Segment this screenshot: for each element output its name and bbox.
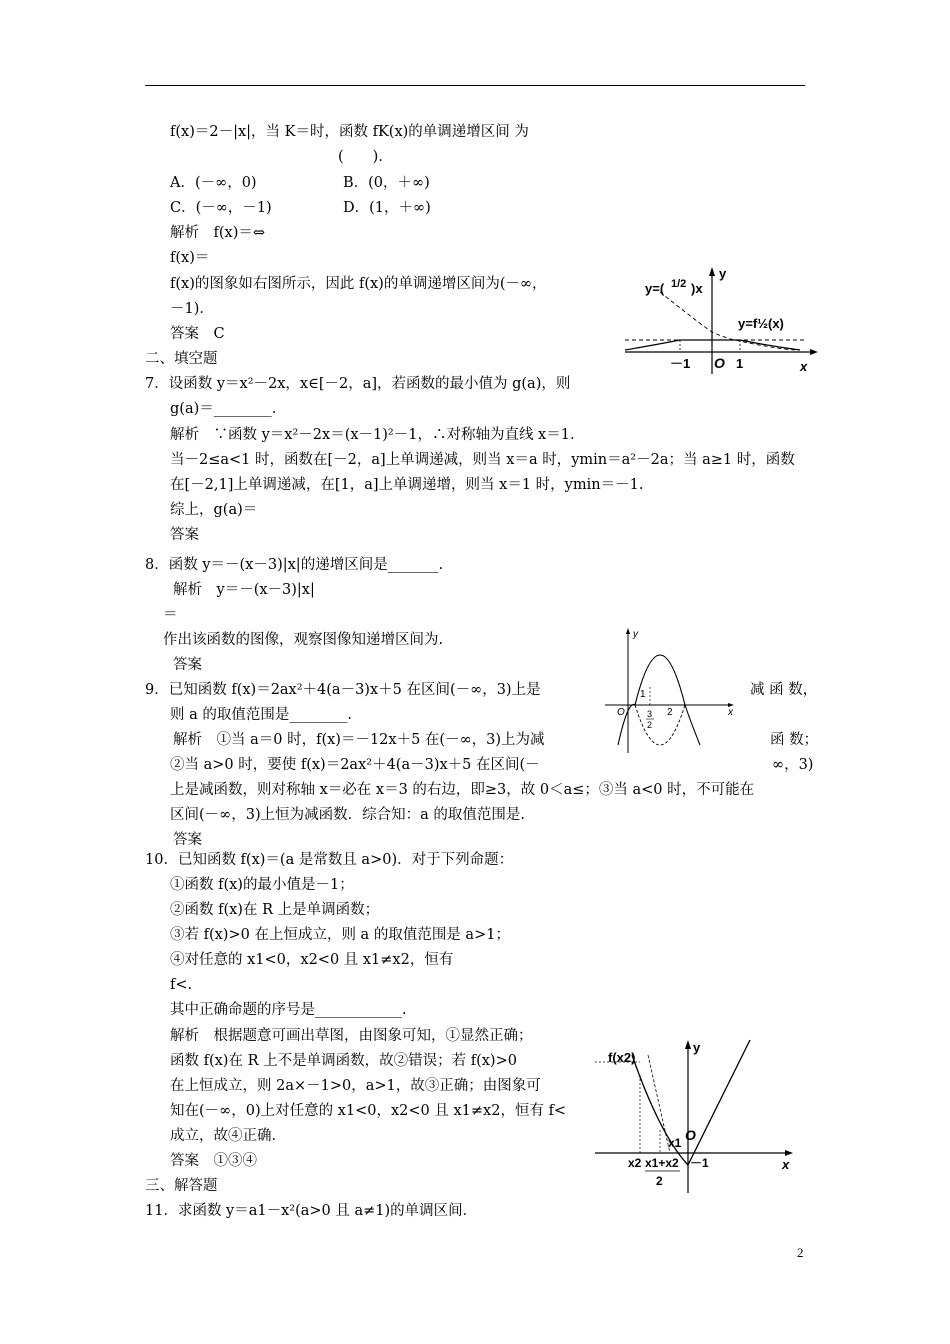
figure-parabola-graph	[600, 625, 745, 755]
text-line: 二、填空题	[145, 351, 218, 367]
text-line: f(x)＝2－|x|，当 K＝时，函数 fK(x)的单调递增区间 为	[170, 124, 529, 140]
figure-exponential-graph	[620, 262, 820, 377]
svg-text:x: x	[728, 707, 733, 718]
svg-text:－1: －1	[690, 1156, 709, 1170]
svg-text:1: 1	[736, 356, 744, 371]
text-line: 答案 C	[170, 326, 225, 342]
text-line: 则 a 的取值范围是________.	[170, 707, 352, 723]
svg-text:x2: x2	[628, 1156, 642, 1170]
text-line: 三、解答题	[145, 1178, 218, 1194]
svg-text:f(x2): f(x2)	[608, 1050, 636, 1065]
text-line: 综上，g(a)＝	[170, 502, 258, 518]
svg-text:O: O	[617, 707, 625, 718]
text-line: 8．函数 y＝－(x－3)|x|的递增区间是_______.	[145, 557, 444, 573]
svg-text:x1+x2: x1+x2	[645, 1156, 679, 1170]
svg-text:x: x	[782, 1157, 790, 1172]
text-line: 其中正确命题的序号是____________.	[170, 1002, 407, 1018]
text-line: ∞，3)	[772, 757, 814, 773]
text-line: 解析 ①当 a＝0 时，f(x)＝－12x＋5 在(－∞，3)上为减	[173, 732, 545, 748]
text-line: 成立，故④正确．	[170, 1128, 286, 1144]
text-line: 在上恒成立，则 2a×－1>0，a>1，故③正确；由图象可	[170, 1078, 541, 1094]
text-line: 作出该函数的图像，观察图像知递增区间为.	[163, 632, 444, 648]
svg-text:3: 3	[647, 709, 653, 719]
text-line: ①函数 f(x)的最小值是－1；	[170, 877, 354, 893]
svg-text:x1: x1	[668, 1136, 682, 1150]
text-line: ( )．	[338, 149, 393, 165]
text-line: 减 函 数，	[750, 682, 818, 698]
text-line: 解析 ∵函数 y＝x²－2x＝(x－1)²－1，∴对称轴为直线 x＝1.	[170, 427, 575, 443]
svg-text:y=f½(x): y=f½(x)	[738, 316, 784, 331]
text-line: 解析 f(x)＝⇔	[170, 225, 266, 241]
text-line: B．(0，＋∞)	[343, 175, 430, 191]
svg-text:y: y	[693, 1040, 701, 1055]
text-line: ③若 f(x)>0 在上恒成立，则 a 的取值范围是 a>1；	[170, 927, 510, 943]
text-line: f<.	[170, 977, 193, 993]
svg-text:1: 1	[640, 689, 646, 700]
svg-text:O: O	[714, 355, 725, 371]
page-number: 2	[797, 1245, 804, 1260]
text-line: 答案	[173, 657, 202, 673]
text-line: ④对任意的 x1<0，x2<0 且 x1≠x2，恒有	[170, 952, 454, 968]
text-line: 9．已知函数 f(x)＝2ax²＋4(a－3)x＋5 在区间(－∞，3)上是	[145, 682, 541, 698]
svg-text:)x: )x	[691, 281, 703, 296]
svg-text:－1: －1	[670, 356, 691, 371]
text-line: 解析 根据题意可画出草图，由图象可知，①显然正确；	[170, 1028, 533, 1044]
text-line: 答案	[170, 527, 199, 543]
text-line: 上是减函数，则对称轴 x＝必在 x＝3 的右边，即≥3，故 0＜a≤；③当 a<0 时，不可能在	[170, 782, 755, 798]
svg-text:y: y	[633, 629, 638, 640]
text-line: ②当 a>0 时，要使 f(x)＝2ax²＋4(a－3)x＋5 在区间(－	[170, 757, 540, 773]
text-line: 在[－2,1]上单调递减，在[1，a]上单调递增，则当 x＝1 时，ymin＝－1.	[170, 477, 644, 493]
text-line: 11．求函数 y＝a1－x²(a>0 且 a≠1)的单调区间．	[145, 1203, 478, 1219]
svg-text:O: O	[685, 1127, 696, 1143]
svg-text:y=(: y=(	[645, 281, 665, 296]
header-rule	[145, 85, 805, 86]
text-line: ＝	[163, 607, 178, 623]
text-line: 知在(－∞，0)上对任意的 x1<0，x2<0 且 x1≠x2，恒有 f<	[170, 1103, 567, 1119]
text-line: ②函数 f(x)在 R 上是单调函数；	[170, 902, 380, 918]
text-line: 7．设函数 y＝x²－2x，x∈[－2，a]，若函数的最小值为 g(a)，则	[145, 376, 571, 392]
text-line: g(a)＝________.	[170, 401, 277, 417]
svg-text:2: 2	[647, 720, 653, 730]
text-line: D．(1，＋∞)	[343, 200, 431, 216]
text-line: 答案	[173, 832, 202, 848]
svg-text:2: 2	[667, 707, 673, 718]
text-line: －1)．	[170, 301, 214, 317]
text-line: 答案 ①③④	[170, 1153, 257, 1169]
text-line: 函 数；	[770, 732, 819, 748]
text-line: 函数 f(x)在 R 上不是单调函数，故②错误；若 f(x)>0	[170, 1053, 517, 1069]
text-line: 解析 y＝－(x－3)|x|	[173, 582, 315, 598]
text-line: A．(－∞，0)	[170, 175, 257, 191]
text-line: f(x)＝	[170, 250, 210, 266]
text-line: C．(－∞，－1)	[170, 200, 272, 216]
text-line: f(x)的图象如右图所示，因此 f(x)的单调递增区间为(－∞，	[170, 276, 547, 292]
svg-text:x: x	[800, 359, 808, 374]
text-line: 当－2≤a<1 时，函数在[－2，a]上单调递减，则当 x＝a 时，ymin＝a²－2a；当 a≥1 时，函数	[170, 452, 795, 468]
svg-text:1/2: 1/2	[671, 278, 687, 290]
figure-abs-graph	[590, 1035, 800, 1195]
svg-text:y: y	[719, 266, 727, 281]
text-line: 10．已知函数 f(x)＝(a 是常数且 a>0)．对于下列命题：	[145, 852, 514, 868]
svg-text:2: 2	[656, 1174, 663, 1188]
text-line: 区间(－∞，3)上恒为减函数．综合知：a 的取值范围是.	[170, 807, 525, 823]
